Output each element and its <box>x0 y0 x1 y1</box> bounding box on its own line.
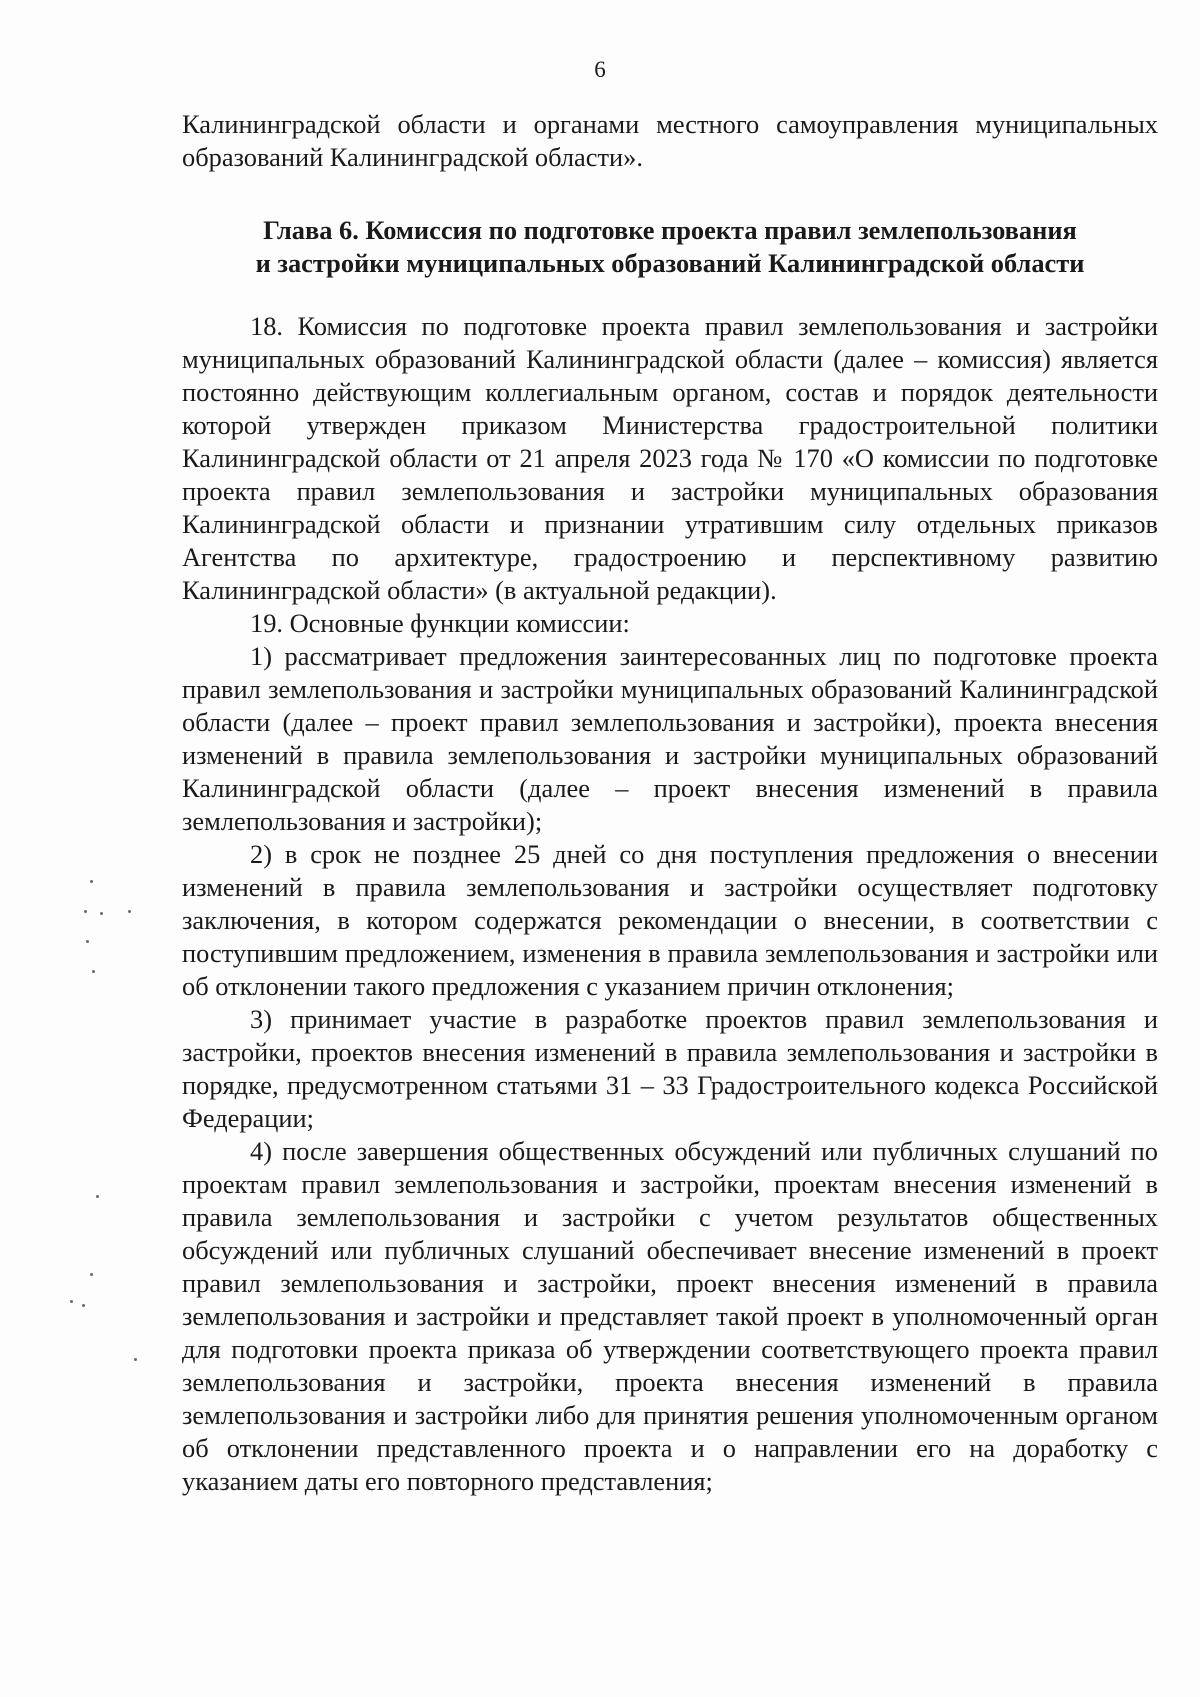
function-item-3: 3) принимает участие в разработке проектов правил землепользования и застройки, проектов внесения изменений в правила землепользования и застройки в порядке, предусмотренном статьями 31 – 33 Градостроительного кодекса Российской Федерации; <box>182 1004 1158 1133</box>
function-item-2: 2) в срок не позднее 25 дней со дня поступления предложения о внесении изменений в правила землепользования и застройки осуществляет подготовку заключения, в котором содержатся рекомендации о внесении, в соответствии с поступившим предложением, изменения в правила землепользования и застройки или об отклонении такого предложения с указанием причин отклонения; <box>182 839 1158 1001</box>
scan-speck <box>82 1304 85 1307</box>
scan-speck <box>92 970 95 973</box>
page-number: 6 <box>594 57 606 82</box>
scan-speck <box>70 1300 73 1303</box>
document-body <box>182 108 1158 1498</box>
intro-paragraph: Калининградской области и органами местного самоуправления муниципальных образований Калининградской области». <box>182 109 1158 172</box>
chapter-title-line-2: и застройки муниципальных образований Калининградской области <box>255 248 1085 278</box>
function-item-1: 1) рассматривает предложения заинтересованных лиц по подготовке проекта правил землепользования и застройки муниципальных образований Калининградской области (далее – проект правил землепользования и застройки), проекта внесения изменений в правила землепользования и застройки муниципальных образований Калининградской области (далее – проект внесения изменений в правила землепользования и застройки); <box>182 641 1158 836</box>
scan-speck <box>128 910 131 913</box>
function-item-4: 4) после завершения общественных обсуждений или публичных слушаний по проектам правил землепользования и застройки, проектам внесения изменений в правила землепользования и застройки с учетом результатов общественных обсуждений или публичных слушаний обеспечивает внесение изменений в проект правил землепользования и застройки, проект внесения изменений в правила землепользования и застройки и представляет такой проект в уполномоченный орган для подготовки проекта приказа об утверждении соответствующего проекта правил землепользования и застройки, проекта внесения изменений в правила землепользования и застройки либо для принятия решения уполномоченным органом об отклонении представленного проекта и о направлении его на доработку с указанием даты его повторного представления; <box>182 1136 1158 1496</box>
paragraph-18: 18. Комиссия по подготовке проекта правил землепользования и застройки муниципальных образований Калининградской области (далее – комиссия) является постоянно действующим коллегиальным органом, состав и порядок деятельности которой утвержден приказом Министерства градостроительной политики Калининградской области от 21 апреля 2023 года № 170 «О комиссии по подготовке проекта правил землепользования и застройки муниципальных образования Калининградской области и признании утратившим силу отдельных приказов Агентства по архитектуре, градостроению и перспективному развитию Калининградской области» (в актуальной редакции). <box>182 311 1158 605</box>
chapter-title-line-1: Глава 6. Комиссия по подготовке проекта правил землепользования <box>263 215 1077 245</box>
scan-speck <box>134 1358 137 1361</box>
scan-speck <box>90 880 93 883</box>
scan-speck <box>100 912 103 915</box>
chapter-heading <box>182 214 1158 280</box>
scan-speck <box>86 940 89 943</box>
paragraph-19: 19. Основные функции комиссии: <box>250 608 630 638</box>
scan-speck <box>90 1273 93 1276</box>
scan-speck <box>84 910 87 913</box>
scan-speck <box>96 1195 99 1198</box>
